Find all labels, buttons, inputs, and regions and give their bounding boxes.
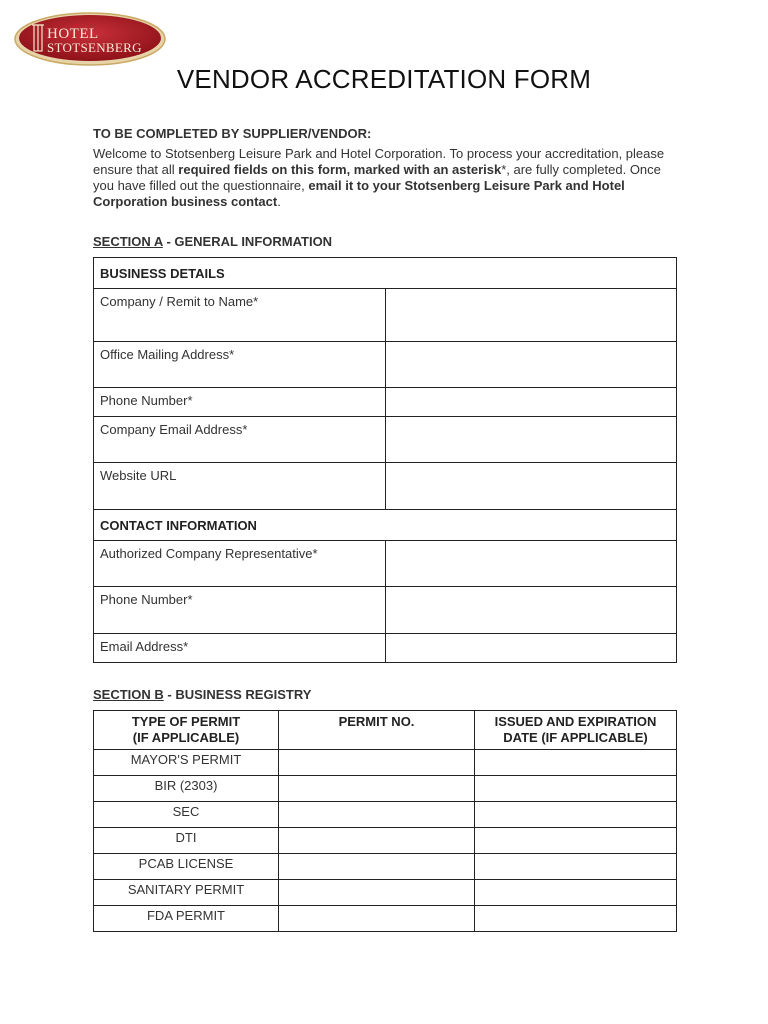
intro-bold-2: email it to your Stotsenberg Leisure Park and Hotel Corporation business contact: [93, 178, 625, 209]
mailing-address-label: Office Mailing Address*: [94, 342, 386, 388]
business-details-heading: BUSINESS DETAILS: [94, 258, 677, 289]
company-name-field[interactable]: [385, 289, 677, 342]
permit-type-cell: BIR (2303): [94, 776, 279, 802]
permit-no-field[interactable]: [279, 828, 475, 854]
website-url-label: Website URL: [94, 463, 386, 510]
representative-label: Authorized Company Representative*: [94, 541, 386, 587]
general-information-table: [93, 257, 677, 663]
table-row: [94, 906, 677, 932]
contact-phone-label: Phone Number*: [94, 587, 386, 634]
page-title: VENDOR ACCREDITATION FORM: [176, 64, 592, 94]
permit-type-header: [94, 711, 279, 750]
permit-type-cell: PCAB LICENSE: [94, 854, 279, 880]
permit-dates-field[interactable]: [475, 750, 677, 776]
section-b-heading: [93, 687, 311, 702]
table-row: [94, 880, 677, 906]
business-phone-label: Phone Number*: [94, 388, 386, 417]
table-row: [94, 802, 677, 828]
permit-dates-header-line2: DATE (IF APPLICABLE): [503, 730, 648, 745]
table-row: [94, 854, 677, 880]
permit-type-cell: MAYOR'S PERMIT: [94, 750, 279, 776]
intro-text-1: Welcome to Stotsenberg Leisure Park and Hotel Corporation. To process your accreditation, please ensure that all: [93, 146, 665, 177]
section-a-heading: [93, 234, 332, 249]
table-row: [94, 750, 677, 776]
section-b-title: - BUSINESS REGISTRY: [163, 687, 312, 702]
permit-dates-field[interactable]: [475, 880, 677, 906]
permit-dates-field[interactable]: [475, 802, 677, 828]
contact-email-field[interactable]: [385, 634, 677, 663]
contact-phone-field[interactable]: [385, 587, 677, 634]
contact-information-heading: CONTACT INFORMATION: [94, 510, 677, 541]
permit-no-header: PERMIT NO.: [279, 711, 475, 750]
intro-text-2: *, are fully completed. Once you have filled out the questionnaire,: [93, 162, 661, 193]
section-b-label: SECTION B: [93, 687, 164, 702]
permit-no-field[interactable]: [279, 802, 475, 828]
logo-line1: HOTEL: [47, 26, 99, 42]
company-email-field[interactable]: [385, 417, 677, 463]
permit-dates-header-line1: ISSUED AND EXPIRATION: [494, 714, 657, 729]
hotel-stotsenberg-logo: [13, 11, 167, 67]
permit-type-cell: DTI: [94, 828, 279, 854]
company-email-label: Company Email Address*: [94, 417, 386, 463]
permit-no-field[interactable]: [279, 906, 475, 932]
section-a-label: SECTION A: [93, 234, 163, 249]
section-a-title: - GENERAL INFORMATION: [162, 234, 333, 249]
permit-dates-field[interactable]: [475, 828, 677, 854]
business-phone-field[interactable]: [385, 388, 677, 417]
lantern-icon: [32, 25, 44, 51]
table-row: [94, 828, 677, 854]
permit-dates-field[interactable]: [475, 854, 677, 880]
permit-no-field[interactable]: [279, 880, 475, 906]
permit-dates-header: [475, 711, 677, 750]
contact-email-label: Email Address*: [94, 634, 386, 663]
intro-paragraph: [93, 146, 678, 210]
permit-no-field[interactable]: [279, 750, 475, 776]
permit-type-cell: FDA PERMIT: [94, 906, 279, 932]
business-registry-table: [93, 710, 677, 932]
permit-type-header-line2: (IF APPLICABLE): [132, 730, 240, 745]
permit-dates-field[interactable]: [475, 776, 677, 802]
permit-no-field[interactable]: [279, 854, 475, 880]
instructions-heading: TO BE COMPLETED BY SUPPLIER/VENDOR:: [93, 126, 372, 141]
permit-type-cell: SEC: [94, 802, 279, 828]
permit-type-header-line1: TYPE OF PERMIT: [131, 714, 241, 729]
permit-type-cell: SANITARY PERMIT: [94, 880, 279, 906]
representative-field[interactable]: [385, 541, 677, 587]
company-name-label: Company / Remit to Name*: [94, 289, 386, 342]
intro-text-3: .: [277, 194, 281, 209]
logo-line2: STOTSENBERG: [47, 40, 142, 55]
website-url-field[interactable]: [385, 463, 677, 510]
intro-bold-1: required fields on this form, marked with an asterisk: [178, 162, 502, 177]
permit-dates-field[interactable]: [475, 906, 677, 932]
permit-no-field[interactable]: [279, 776, 475, 802]
table-row: [94, 776, 677, 802]
mailing-address-field[interactable]: [385, 342, 677, 388]
